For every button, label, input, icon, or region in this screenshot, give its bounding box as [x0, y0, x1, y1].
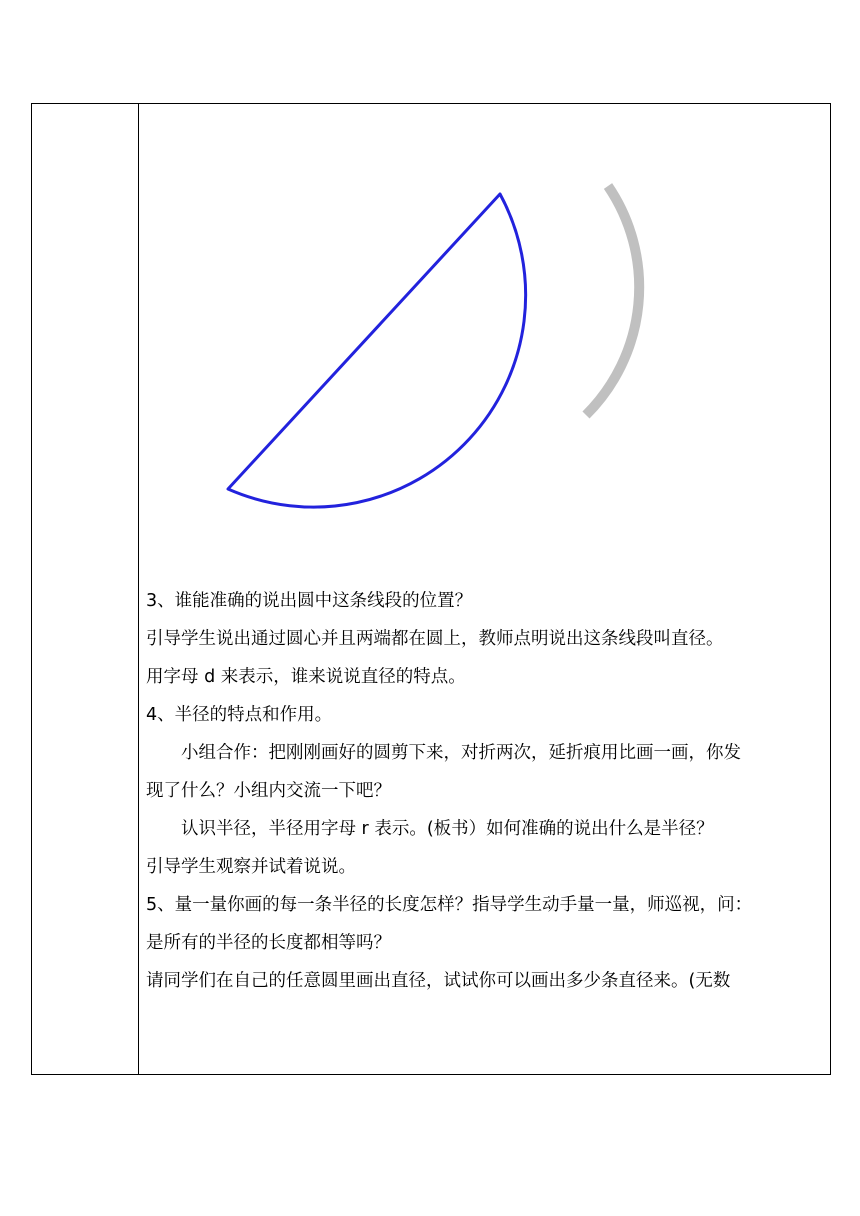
paragraph-question-3: 3、谁能准确的说出圆中这条线段的位置？ — [146, 591, 473, 611]
paragraph-radius: 认识半径，半径用字母 r 表示。(板书）如何准确的说出什么是半径？ — [181, 819, 714, 839]
lesson-table — [31, 103, 831, 1075]
semicircle-shadow — [586, 186, 639, 415]
paragraph-letter-d: 用字母 d 来表示，谁来说说直径的特点。 — [146, 667, 466, 687]
semicircle-outline — [228, 194, 526, 507]
paragraph-question-5: 5、量一量你画的每一条半径的长度怎样？指导学生动手量一量，师巡视，问： — [146, 895, 753, 915]
paragraph-draw-diameter: 请同学们在自己的任意圆里画出直径，试试你可以画出多少条直径来。(无数 — [146, 971, 731, 991]
paragraph-observe: 引导学生观察并试着说说。 — [146, 857, 356, 877]
semicircle-figure — [139, 104, 831, 574]
paragraph-question-5-cont: 是所有的半径的长度都相等吗？ — [146, 933, 391, 953]
left-column-cell — [32, 104, 139, 1074]
paragraph-group-work-cont: 现了什么？小组内交流一下吧？ — [146, 781, 391, 801]
paragraph-guide-diameter: 引导学生说出通过圆心并且两端都在圆上，教师点明说出这条线段叫直径。 — [146, 629, 724, 649]
content-cell — [139, 104, 830, 1074]
paragraph-heading-4: 4、半径的特点和作用。 — [146, 705, 333, 725]
lesson-text — [146, 582, 830, 1000]
paragraph-group-work: 小组合作：把刚刚画好的圆剪下来，对折两次，延折痕用比画一画，你发 — [181, 743, 741, 763]
